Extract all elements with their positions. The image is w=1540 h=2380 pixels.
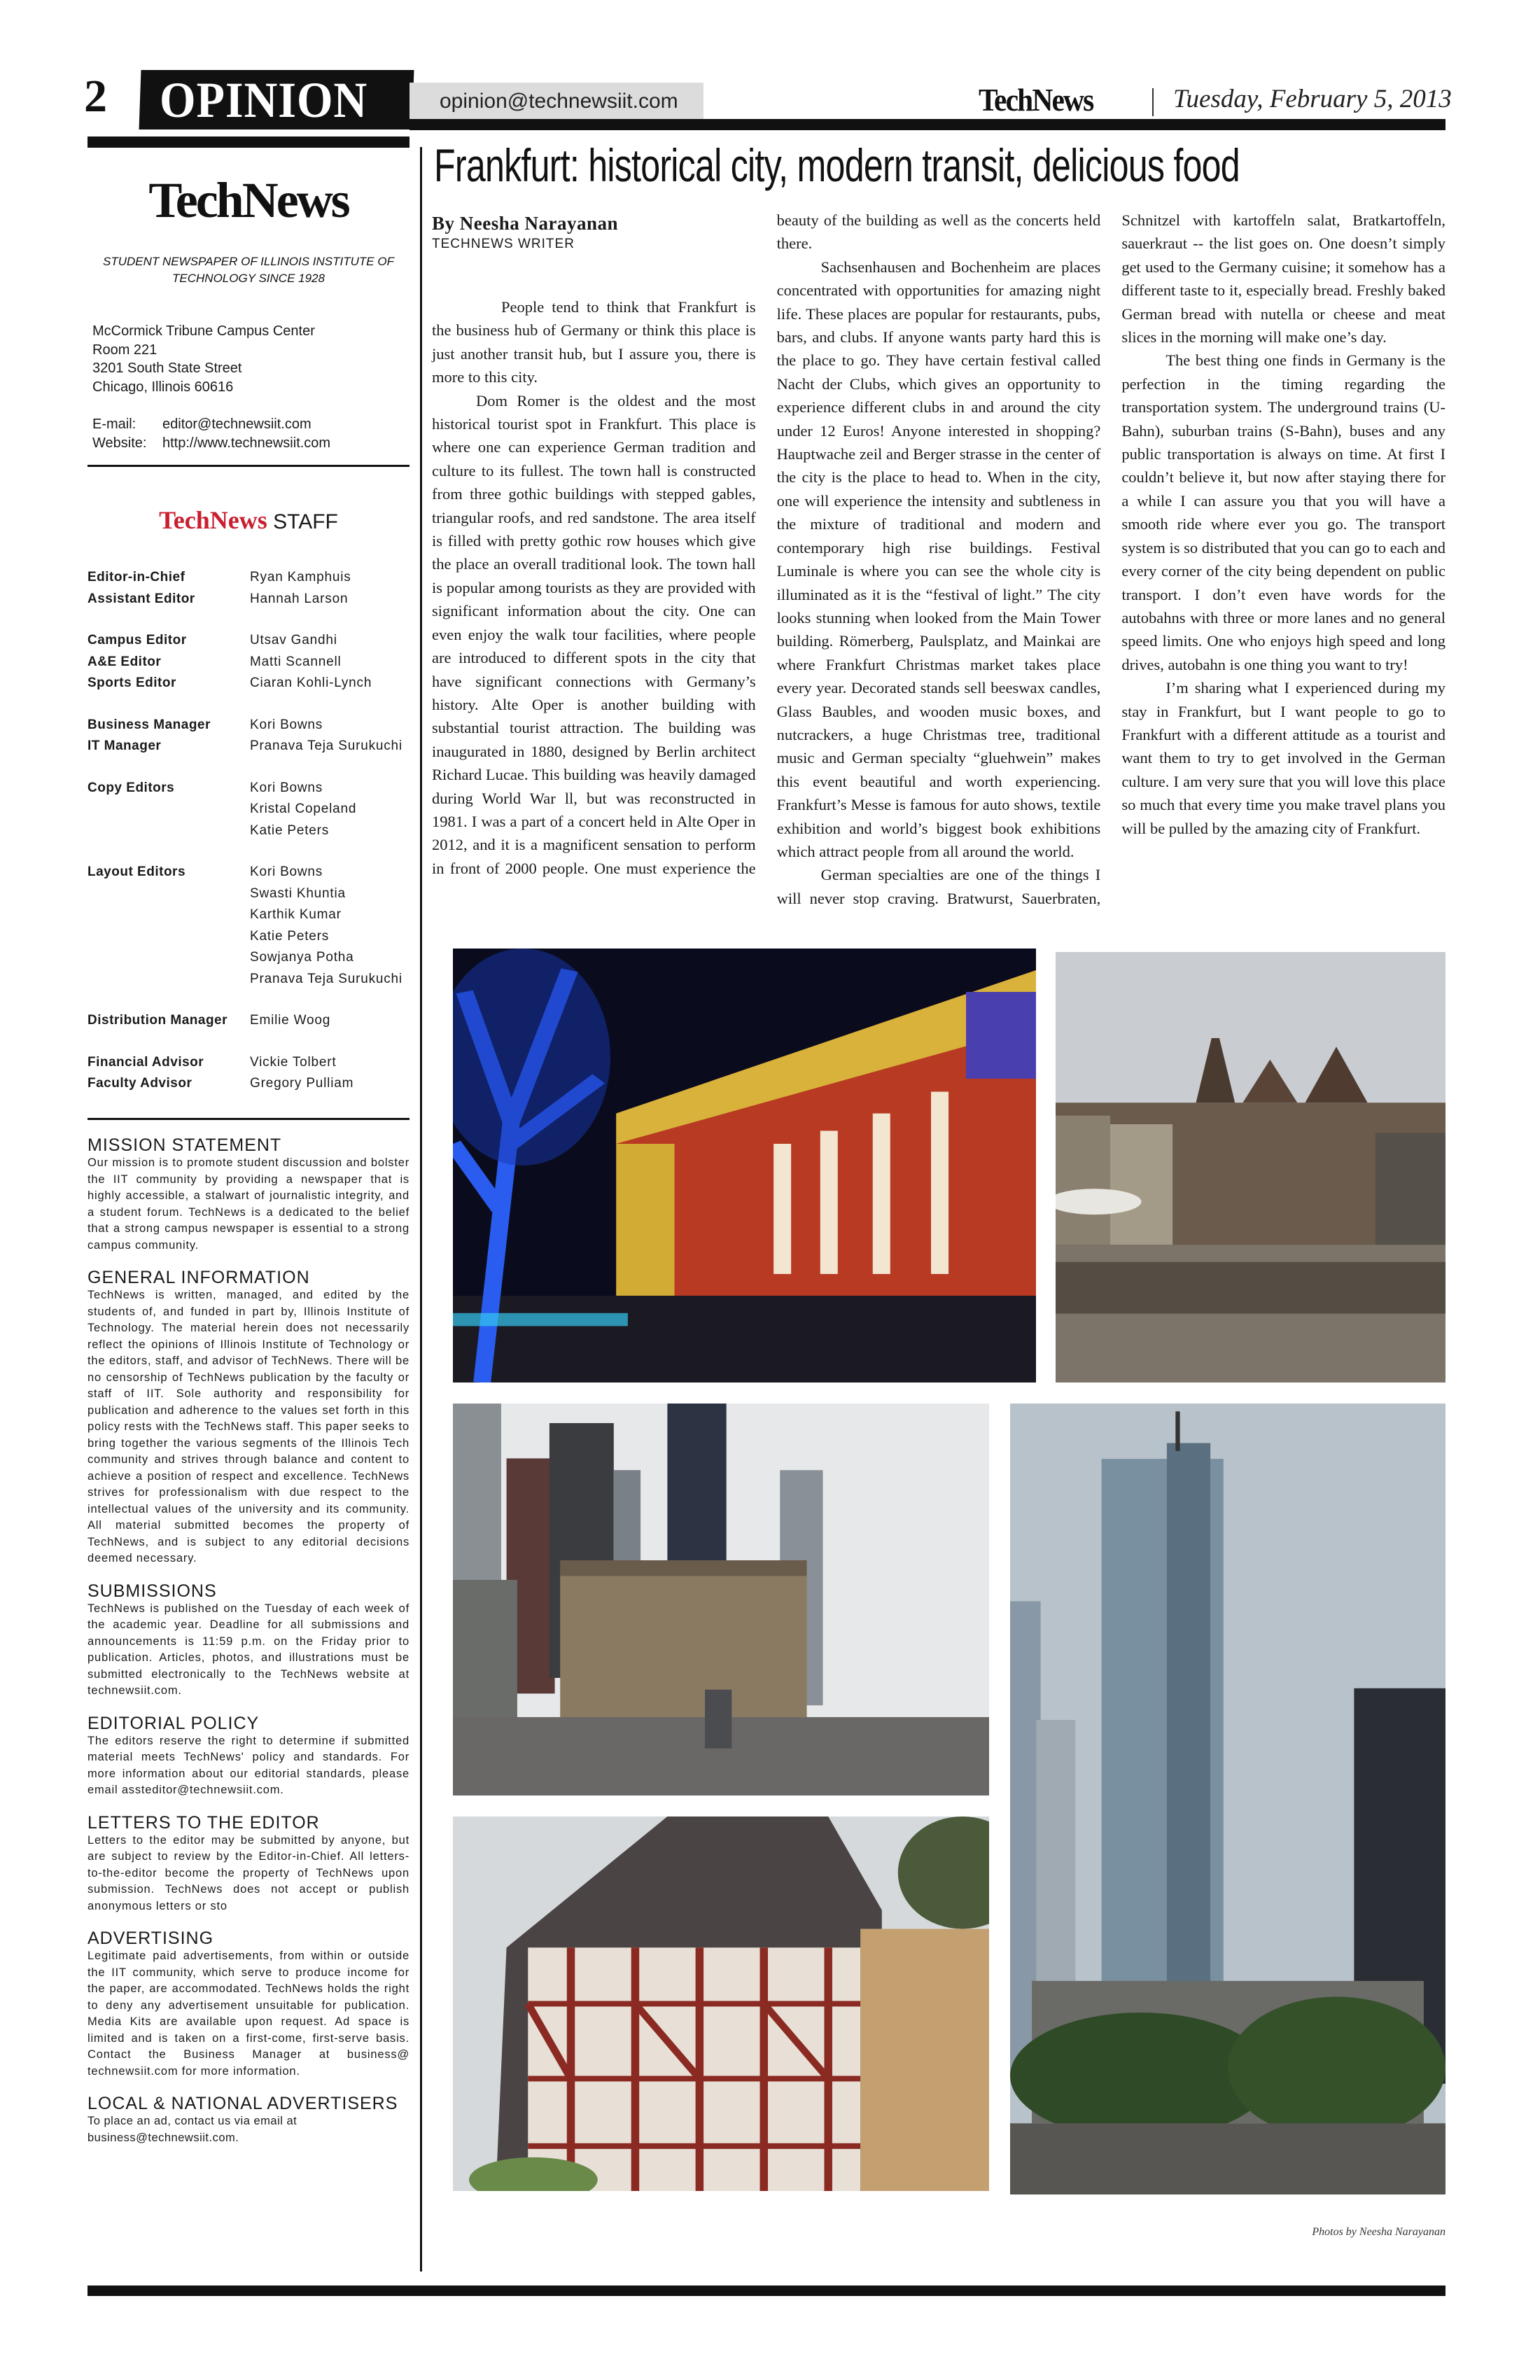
- photo-skyscrapers: [453, 1404, 989, 1795]
- issue-date: Tuesday, February 5, 2013: [1173, 85, 1452, 113]
- letters-body: Letters to the editor may be submitted by anyone, but are subject to review by the Editor-in-Chief. All letters-to-the-editor become the property of TechNews upon submission. TechNews does not accept or publish anonymous letters or sto: [88, 1833, 410, 1912]
- staff-name: Pranava Teja Surukuchi: [250, 738, 402, 753]
- page-number: 2: [84, 71, 107, 122]
- sidebar-logo: TechNews: [148, 172, 349, 228]
- article-headline: Frankfurt: historical city, modern transit, delicious food: [434, 139, 1240, 191]
- email-label: E-mail:: [92, 416, 136, 432]
- address-line: 3201 South State Street: [92, 360, 242, 376]
- policy-sections: [88, 1135, 410, 2146]
- staff-role: Layout Editors: [88, 864, 186, 879]
- article-paragraph: Sachsenhausen and Bochenheim are places concentrated with opportunities for amazing night life. These places are popular for restaurants, pubs, bars, and clubs. If anyone wants party hard this is the place to go. They have certain festival called Nacht der Clubs, which gives an opportunity to experience different clubs in and around the city under 12 Euros! Anyone interested in shopping? Hauptwache zeil and Berger strasse in the center of the city is the place to head to. When in the city, one will experience the intensity and subtleness in the mixture of traditional and modern and contemporary high rise buildings. Festival Luminale is where you can see the whole city is illuminated as it is the “festival of light.” The city looks stunning when looked from the Main Tower building. Römerberg, Paulsplatz, and Mainkai are where Frankfurt Christmas market takes place every year. Decorated stands sell beeswax candles, Glass Baubles, and wooden music boxes, and nutcrackers, a huge Christmas tree, traditional music and German specialty “gluehwein” makes this event beautiful and worth experiencing. Frankfurt’s Messe is famous for auto shows, textile exhibition and world’s biggest book exhibitions which attract people from all around the world.: [776, 258, 1101, 860]
- staff-group: [88, 1052, 416, 1095]
- staff-name: Gregory Pulliam: [250, 1076, 354, 1091]
- editor-email-link[interactable]: editor@technewsiit.com: [162, 416, 312, 432]
- staff-name: Kori Bowns: [250, 717, 323, 732]
- staff-name: Hannah Larson: [250, 591, 349, 606]
- mission-body: Our mission is to promote student discussion and bolster the IIT community by providing a newspaper that is highly accessible, a stalwart of journalistic integrity, and a student forum. TechNews is a dedicated to the belief that a strong campus newspaper is essential to a strong campus community.: [88, 1156, 410, 1252]
- staff-name: Matti Scannell: [250, 654, 342, 669]
- website-link[interactable]: http://www.technewsiit.com: [162, 435, 331, 451]
- masthead-separator: [1152, 88, 1154, 116]
- staff-name: Ryan Kamphuis: [250, 570, 351, 584]
- submissions-heading: SUBMISSIONS: [88, 1581, 217, 1601]
- sidebar-divider: [420, 147, 422, 2272]
- photo-romerberg-square: [1056, 952, 1446, 1382]
- staff-name: Utsav Gandhi: [250, 633, 337, 648]
- letters-heading: LETTERS TO THE EDITOR: [88, 1812, 320, 1833]
- section-email-link[interactable]: opinion@technewsiit.com: [440, 90, 678, 113]
- staff-name: Sowjanya Potha: [250, 950, 354, 965]
- article-paragraph: German specialties are one of the things I will never stop craving. Bratwurst, Sauerbraten, Schnitzel with kartoffeln salat, Bratkartoffeln, sauerkraut -- the list goes on. One doesn’t simply get used to the Germany cuisine; it somehow has a different taste to it, especially bread. Freshly baked German bread with nutella or cheese and meat slices in the morning will make one’s day.: [776, 211, 1446, 907]
- sidebar-tagline: STUDENT NEWSPAPER OF ILLINOIS INSTITUTE OF TECHNOLOGY SINCE 1928: [103, 255, 394, 285]
- staff-name: Kori Bowns: [250, 864, 323, 879]
- mission-heading: MISSION STATEMENT: [88, 1135, 282, 1155]
- staff-group: [88, 778, 416, 842]
- editorial-policy-body: The editors reserve the right to determine if submitted material meets TechNews' policy and standards. For more information about our editorial standards, please email assteditor@technewsiit.com.: [88, 1734, 410, 1796]
- staff-role: IT Manager: [88, 738, 162, 753]
- staff-group: [88, 715, 416, 757]
- staff-role: Business Manager: [88, 717, 211, 732]
- article-body: [432, 209, 1446, 917]
- half-timbered-image: [453, 1816, 989, 2191]
- staff-role: Faculty Advisor: [88, 1076, 192, 1091]
- article-paragraph: People tend to think that Frankfurt is the business hub of Germany or think this place is just another transit hub, but I assure you, there is more to this city.: [432, 298, 756, 386]
- general-info-body: TechNews is written, managed, and edited by the students of, and funded in part by, Illinois Institute of Technology. The material herein does not necessarily reflect the opinions of Illinois Institute of Technology or the editors, staff, and advisor of TechNews. There will be no censorship of TechNews publication by the faculty or staff of IIT. Sole authority and responsibility for publication and adherence to the values set forth in this policy rests with the TechNews staff. This paper seeks to bring together the various segments of the Illinois Tech community and strives through balance and content to achieve a position of respect and excellence. TechNews strives for professionalism with due respect to the intellectual values of the university and its community. All material submitted becomes the property of TechNews, and is subject to any editorial decisions deemed necessary.: [88, 1289, 410, 1564]
- staff-name: Pranava Teja Surukuchi: [250, 971, 402, 986]
- romerberg-image: [1056, 952, 1446, 1382]
- photo-credit: Photos by Neesha Narayanan: [1312, 2226, 1446, 2238]
- address-line: Room 221: [92, 342, 158, 358]
- address-line: McCormick Tribune Campus Center: [92, 323, 315, 339]
- staff-role: A&E Editor: [88, 654, 162, 669]
- staff-brand: TechNews: [159, 506, 267, 534]
- staff-name: Kristal Copeland: [250, 802, 357, 816]
- byline: By Neesha Narayanan: [432, 213, 619, 234]
- website-label: Website:: [92, 435, 147, 451]
- paper-logo: TechNews: [979, 82, 1093, 118]
- contact-info: [92, 415, 330, 452]
- photo-half-timbered-house: [453, 1816, 989, 2191]
- staff-role: Copy Editors: [88, 780, 175, 795]
- masthead-rule: [410, 119, 1446, 130]
- skyscrapers-image: [453, 1404, 989, 1795]
- staff-name: Vickie Tolbert: [250, 1054, 337, 1070]
- office-address: [92, 322, 315, 396]
- advertisers-heading: LOCAL & NATIONAL ADVERTISERS: [88, 2094, 398, 2113]
- address-line: Chicago, Illinois 60616: [92, 379, 234, 395]
- staff-role: Campus Editor: [88, 633, 187, 648]
- advertising-body: Legitimate paid advertisements, from within or outside the IIT community, which serve to produce income for the paper, are accommodated. TechNews holds the right to deny any advertisement unsuitable for publication. Media Kits are available upon request. Ad space is limited and is taken on a first-come, first-serve basis. Contact the Business Manager at business@ technewsiit.com for more information.: [88, 1949, 410, 2078]
- article-paragraph: I’m sharing what I experienced during my stay in Frankfurt, but I want people to go to Frankfurt with a different attitude as a tourist and want them to try to get involved in the German culture. I am very sure that you will love this place so much that every time you make travel plans you will be pulled by the amazing city of Frankfurt.: [1121, 679, 1446, 837]
- staff-role: Editor-in-Chief: [88, 570, 186, 584]
- staff-name: Emilie Woog: [250, 1013, 331, 1028]
- staff-role: Distribution Manager: [88, 1013, 228, 1028]
- photo-commerzbank-tower: [1010, 1404, 1446, 2194]
- staff-name: Ciaran Kohli-Lynch: [250, 676, 372, 690]
- staff-role: Sports Editor: [88, 676, 176, 690]
- byline-role: TECHNEWS WRITER: [432, 237, 575, 251]
- staff-name: Katie Peters: [250, 928, 330, 944]
- staff-role: Assistant Editor: [88, 591, 195, 606]
- staff-role: Financial Advisor: [88, 1054, 204, 1070]
- submissions-body: TechNews is published on the Tuesday of each week of the academic year. Deadline for all submissions and announcements is 11:59 p.m. on the Friday prior to publication. Articles, photos, and illustrations must be submitted electronically to the TechNews website at technewsiit.com.: [88, 1602, 410, 1697]
- staff-name: Katie Peters: [250, 822, 330, 838]
- sidebar-rule: [88, 1118, 410, 1120]
- alte-oper-image: [453, 948, 1036, 1382]
- staff-title: STAFF: [273, 510, 338, 533]
- staff-group: [88, 567, 416, 610]
- sidebar-rule: [88, 465, 410, 467]
- advertising-heading: ADVERTISING: [88, 1928, 214, 1948]
- commerzbank-image: [1010, 1404, 1446, 2194]
- article-paragraph: The best thing one finds in Germany is the perfection in the timing regarding the transportation system. The underground trains (U-Bahn), suburban trains (S-Bahn), buses and any public transportation is always on time. At first I couldn’t believe it, but now after staying there for a while I can assure you that you will have a smooth ride where ever you go. The transport system is so distributed that you can go to each and every corner of the city being dependent on public transport. I don’t even have words for the autobahns with three or more lanes and no general speed limits. One who enjoys high speed and long drives, autobahn is one thing you want to try!: [1121, 351, 1446, 673]
- editorial-policy-heading: EDITORIAL POLICY: [88, 1713, 260, 1733]
- advertisers-body: To place an ad, contact us via email at business@technewsiit.com.: [88, 2115, 298, 2144]
- staff-name: Swasti Khuntia: [250, 886, 346, 901]
- staff-group: [88, 630, 416, 694]
- staff-group: [88, 1010, 416, 1032]
- photo-alte-oper-night: [453, 948, 1036, 1382]
- general-info-heading: GENERAL INFORMATION: [88, 1268, 310, 1287]
- article-paragraph: Dom Romer is the oldest and the most historical tourist spot in Frankfurt. This place is where one can experience German tradition and culture to its fullest. The town hall is constructed from three gothic buildings with stepped gables, triangular roofs, and red sandstone. The area itself is filled with pretty gothic row houses which give the place an overall traditional look. The town hall is popular among tourists as they are provided with significant information about the city. One can even enjoy the walk tour facilities, where people are introduced to different spots in the city that have significant connections with Germany’s history. Alte Oper is another building with substantial tourist attraction. The building was inaugurated in 1880, designed by Berlin architect Richard Lucae. This building was heavily damaged during World War ll, but was reconstructed in 1981. I was a part of a concert held in Alte Oper in 2012, and it is a magnificent sensation to perform in front of 2000 people. One must experience the beauty of the building as well as the concerts held there.: [432, 211, 1101, 877]
- section-label: OPINION: [160, 72, 368, 128]
- staff-heading: [88, 505, 410, 535]
- staff-name: Karthik Kumar: [250, 907, 342, 922]
- page-bottom-rule: [88, 2286, 1446, 2296]
- staff-name: Kori Bowns: [250, 780, 323, 795]
- staff-group: [88, 862, 416, 990]
- sidebar-top-bar: [88, 136, 410, 148]
- staff-list: [88, 567, 416, 1115]
